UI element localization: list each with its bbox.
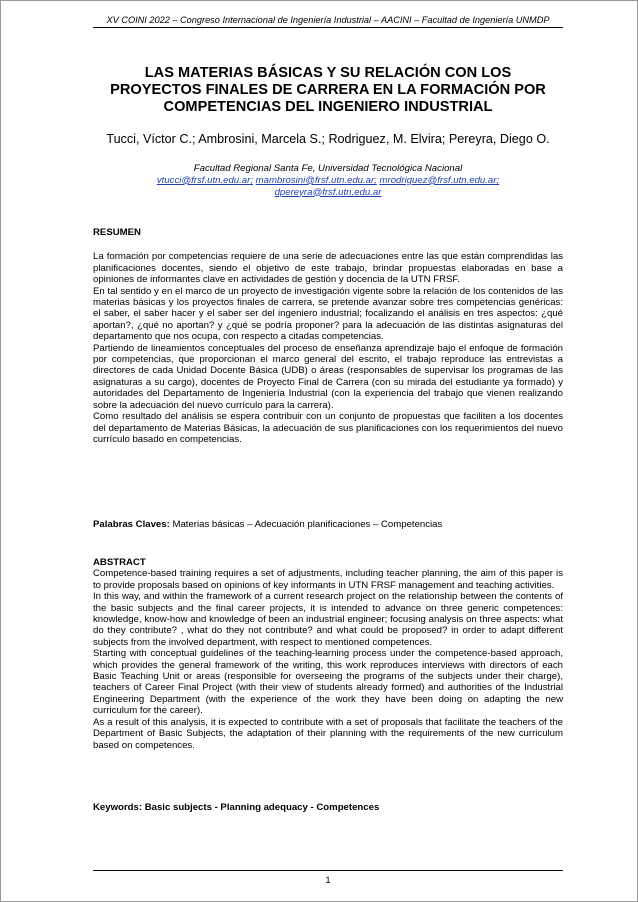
running-header: XV COINI 2022 – Congreso Internacional de Ingeniería Industrial – AACINI – Facultad de Ingeniería UNMDP bbox=[93, 15, 563, 28]
resumen-heading: RESUMEN bbox=[93, 227, 141, 238]
institution: Facultad Regional Santa Fe, Universidad Tecnológica Nacional bbox=[193, 163, 463, 174]
email-line-2 bbox=[93, 187, 563, 199]
title-line-1: LAS MATERIAS BÁSICAS Y SU RELACIÓN CON LOS bbox=[144, 65, 512, 81]
resumen-paragraph: La formación por competencias requiere de una serie de adecuaciones entre las que están comprendidas las planificaciones docentes, siendo el objetivo de este trabajo, brindar propuestas elaboradas en base a opiniones de informantes clave en actividades de gestión y docencia de la UTN FRSF. bbox=[93, 251, 563, 286]
email-link[interactable]: vtucci@frsf.utn.edu.ar; bbox=[156, 174, 253, 186]
resumen-paragraph: Como resultado del análisis se espera contribuir con un conjunto de propuestas que faciliten a los docentes del departamento de Materias Básicas, la adecuación de sus planificaciones con los requerimientos del nuevo currículo basado en competencias. bbox=[93, 411, 563, 445]
abstract-paragraph: As a result of this analysis, it is expected to contribute with a set of proposals that facilitate the teachers of the Department of Basic Subjects, the adaptation of their planning with the requirements of the new curriculum based on competences. bbox=[93, 716, 563, 751]
email-link[interactable]: mrodriguez@frsf.utn.edu.ar; bbox=[379, 174, 500, 186]
footer-rule bbox=[93, 870, 563, 871]
resumen-paragraph: En tal sentido y en el marco de un proyecto de investigación vigente sobre la relación de los contenidos de las materias básicas y los proyectos finales de carrera, se pretende avanzar sobre tres competencias genéricas: el saber, el saber hacer y el saber ser del ingeniero industrial; focalizando el análisis en tres aspectos: ¿qué aportan?, ¿qué no aportan? y ¿qué se podría proponer? para la adecuación de las distintas asignaturas del departamento que nos ocupa, con respecto a citadas competencias. bbox=[93, 285, 563, 343]
abstract-heading: ABSTRACT bbox=[93, 557, 146, 568]
palabras-claves-label: Palabras Claves: bbox=[93, 519, 170, 530]
keywords-line: Keywords: Basic subjects - Planning adequacy - Competences bbox=[93, 802, 380, 813]
affiliation-block bbox=[93, 163, 563, 198]
email-link[interactable]: dpereyra@frsf.utn.edu.ar bbox=[274, 186, 382, 198]
palabras-claves bbox=[93, 519, 563, 530]
resumen-section bbox=[93, 227, 563, 445]
abstract-paragraph: Starting with conceptual guidelines of the teaching-learning process under the competence-based approach, which provides the general framework of the writing, this work reproduces interviews with directors of each Basic Teaching Unit or areas (responsible for overseeing the programs of the subjects under their charge), teachers of Career Final Project (with their view of students already formed) and authorities of the Industrial Engineering Department (with the experience of the work they have been doing on adapting the new curriculum for the career). bbox=[93, 648, 563, 717]
resumen-paragraph: Partiendo de lineamientos conceptuales del proceso de enseñanza aprendizaje bajo el enfoque de formación por competencias, que proporcionan el marco general del escrito, el trabajo reproduce las entrevistas a directores de cada Unidad Docente Básica (UDB) o áreas (responsables de supervisar los programas de las asignaturas a su cargo), docentes de Proyecto Final de Carrera (con su mirada del estudiante ya formado) y autoridades del Departamento de Ingeniería Industrial (con la experiencia del trabajo que vienen realizando sobre la adecuación del nuevo currículo para la carrera). bbox=[93, 342, 563, 411]
paper-title bbox=[93, 65, 563, 116]
author-list: Tucci, Víctor C.; Ambrosini, Marcela S.; Rodriguez, M. Elvira; Pereyra, Diego O. bbox=[106, 132, 550, 146]
abstract-paragraph: In this way, and within the framework of a current research project on the relationship between the contents of the basic subjects and the final career projects, it is intended to advance on three generic competences: knowledge, know-how and knowledge of been an industrial engineer; focusing analysis on three aspects: what do they contribute? , what do they not contribute? and what could be proposed? in order to adapt different subjects from the involved department, with respect to mentioned competences. bbox=[93, 591, 563, 648]
email-line-1 bbox=[93, 175, 563, 187]
keywords-section bbox=[93, 802, 563, 813]
page-number: 1 bbox=[325, 875, 331, 885]
abstract-paragraph: Competence-based training requires a set of adjustments, including teacher planning, the aim of this paper is to provide proposals based on opinions of key informants in UTN FRSF management and teaching activities. bbox=[93, 568, 563, 591]
abstract-section bbox=[93, 557, 563, 751]
title-line-2: PROYECTOS FINALES DE CARRERA EN LA FORMACIÓN POR bbox=[110, 82, 546, 98]
palabras-claves-value: Materias básicas – Adecuación planificaciones – Competencias bbox=[172, 519, 443, 530]
title-line-3: COMPETENCIAS DEL INGENIERO INDUSTRIAL bbox=[163, 99, 493, 115]
email-link[interactable]: mambrosini@frsf.utn.edu.ar; bbox=[255, 174, 377, 186]
